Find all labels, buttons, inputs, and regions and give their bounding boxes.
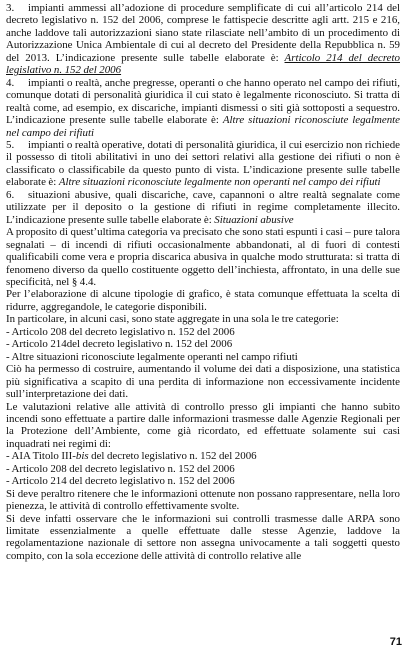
numbered-paragraph-4	[6, 77, 400, 139]
numbered-paragraph-6	[6, 189, 400, 226]
body-paragraph-statistics: Ciò ha permesso di costruire, aumentando il volume dei dati a disposizione, una statistica più significativa a scapito di una perdita di informazione non eccessivamente incidente sull’interpretazione dei dati.	[6, 363, 400, 401]
body-paragraph-abusive-note: A proposito di quest’ultima categoria va precisato che sono stati espunti i casi – pure talora segnalati – di incendi di rifiuti occasionalmente abbandonati, al di fuori di contesti qualificabili come vera e propria discarica abusiva in qualche modo strutturata: si tratta di fenomeno diverso da quello costituente oggetto dell’inchiesta, affrontato, in una delle sue specificità, nel § 4.4.	[6, 226, 400, 288]
paragraph-text: impianti o realtà operative, dotati di personalità giuridica, il cui esercizio non richiede il possesso di titoli abilitativi in uno dei settori relativi alla gestione dei rifiuti o non è classificato o classificabile da questo punto di vista. L’indicazione presente sulle tabelle elaborate è:	[6, 138, 400, 189]
list-item: - Articolo 214 del decreto legislativo n. 152 del 2006	[6, 475, 235, 488]
body-paragraph-arpa: Si deve infatti osservare che le informazioni sui controlli trasmesse dalle ARPA sono limitate essenzialmente a quelle effettuate dalle stesse Agenzie, laddove la regolamentazione nazionale di settore non assegna univocamente a tali soggetti questo compito, con la sola eccezione delle attività di controllo relative alle	[6, 512, 400, 562]
list-item: - Articolo 208 del decreto legislativo n. 152 del 2006	[6, 325, 235, 338]
numbered-paragraph-5	[6, 139, 400, 189]
document-page	[6, 2, 400, 648]
paragraph-text: situazioni abusive, quali discariche, cave, capannoni o altre realtà segnalate come utilizzate per il deposito o la gestione di rifiuti in regime completamente illecito. L’indicazione presente sulle tabelle elaborate è:	[6, 188, 400, 226]
list-item-text: del decreto legislativo n. 152 del 2006	[88, 450, 257, 463]
body-paragraph-limits: Si deve peraltro ritenere che le informazioni ottenute non possano rappresentare, nella loro pienezza, le attività di controllo effettivamente svolte.	[6, 487, 400, 513]
list-item: - Articolo 214del decreto legislativo n. 152 del 2006	[6, 338, 233, 351]
body-paragraph-controls: Le valutazioni relative alle attività di controllo presso gli impianti che hanno subito incendi sono effettuate a partire dalle informazioni trasmesse dalle Agenzie Regionali per la Protezione dell’Ambiente, come già ricordato, ed effettuate solamente sui casi inquadrati nei regimi di:	[6, 400, 400, 450]
list-item-text: - AIA Titolo III-	[6, 450, 76, 463]
body-paragraph-aggregation: Per l’elaborazione di alcune tipologie di grafico, è stata comunque effettuata la scelta di ridurre, aggregandole, le categorie disponibili.	[6, 288, 400, 313]
paragraph-text: impianti o realtà, anche pregresse, operanti o che hanno operato nel campo dei rifiuti, comunque dotati di personalità giuridica il cui stato è legalmente riconosciuto. Si tratta di realtà come, ad esempio, ex discariche, impianti dismessi o siti già sottoposti a sequestro. L’indicazione presente sulle tabelle elaborate è:	[6, 76, 400, 127]
regimes-list	[6, 450, 400, 487]
paragraph-number: 3.	[6, 2, 15, 14]
aggregated-categories-list	[6, 326, 400, 363]
table-label-italic: Articolo 214 del decreto legislativo n. 152 del 2006	[6, 51, 400, 77]
list-item-italic: bis	[75, 450, 89, 463]
paragraph-number: 4.	[6, 76, 15, 89]
table-label-italic: Altre situazioni riconosciute legalmente nel campo dei rifiuti	[6, 114, 401, 139]
paragraph-text: impianti ammessi all’adozione di procedure semplificate di cui all’articolo 214 del decreto legislativo n. 152 del 2006, comprese le fattispecie descritte agli artt. 215 e 216, anche laddove tali autorizzazioni siano state rilasciate nell’ambito di un procedimento di Autorizzazione Unica Ambientale di cui al decreto del Presidente della Repubblica n. 59 del 2013. L’indicazione presente sulle tabelle elaborate è:	[6, 2, 400, 64]
list-item: - Altre situazioni riconosciute legalmente operanti nel campo rifiuti	[6, 350, 298, 363]
page-number: 71	[389, 636, 402, 648]
list-item: - Articolo 208 del decreto legislativo n. 152 del 2006	[6, 462, 235, 475]
body-paragraph-categories-intro: In particolare, in alcuni casi, sono state aggregate in una sola le tre categorie:	[6, 313, 339, 326]
paragraph-number: 5.	[6, 138, 15, 151]
table-label-italic: Situazioni abusive	[214, 213, 294, 226]
table-label-italic: Altre situazioni riconosciute legalmente non operanti nel campo dei rifiuti	[58, 176, 381, 189]
numbered-paragraph-3	[6, 2, 400, 77]
list-item	[6, 450, 400, 462]
paragraph-number: 6.	[6, 188, 15, 201]
